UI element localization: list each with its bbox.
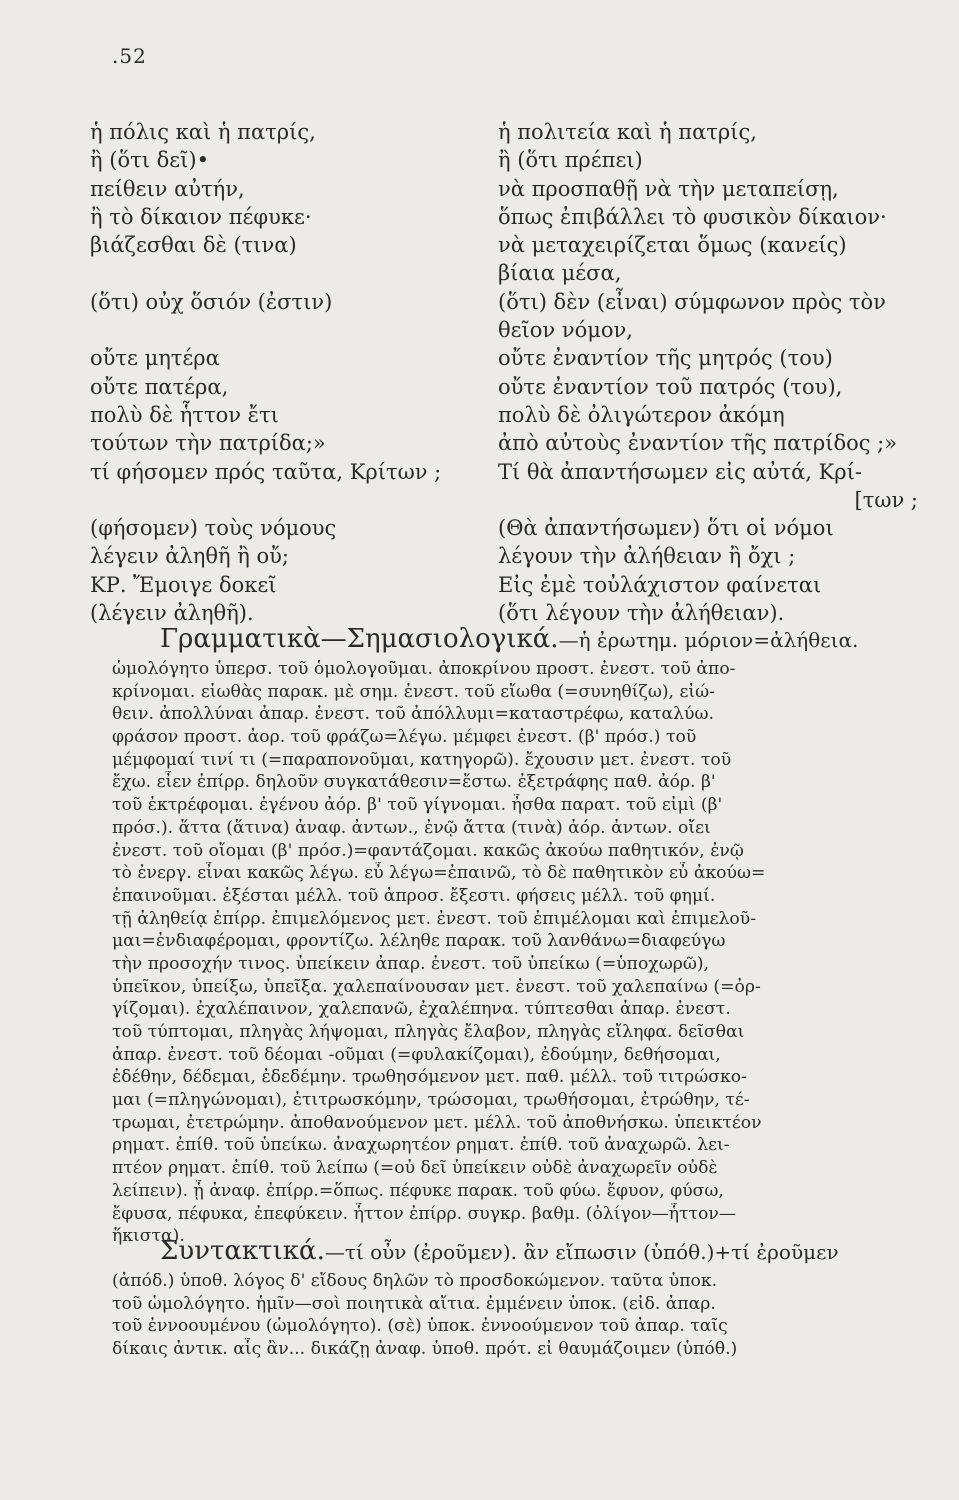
syntax-line: τοῦ ἐννοουμένου (ὡμολόγητο). (σὲ) ὑποκ. ἐννοούμενον τοῦ ἀπαρ. ταῖς <box>112 1316 728 1337</box>
ancient-line: οὔτε μητέρα <box>90 346 220 371</box>
syntax-line: τοῦ ὡμολόγητο. ἡμῖν—σοὶ ποιητικὰ αἴτια. ἐμμένειν ὑποκ. (εἰδ. ἀπαρ. <box>112 1293 716 1314</box>
ancient-text-column <box>90 118 490 627</box>
grammar-line: μέμφομαί τινί τι (=παραπονοῦμαι, κατηγορῶ). ἔχουσιν μετ. ἐνεστ. τοῦ <box>112 749 732 770</box>
grammar-line: τοῦ τύπτομαι, πληγὰς λήψομαι, πληγὰς ἔλαβον, πληγὰς εἴληφα. δεῖσθαι <box>112 1022 745 1042</box>
translation-line: θεῖον νόμον, <box>498 318 633 343</box>
translation-line: οὔτε ἐναντίον τοῦ πατρός (του), <box>498 374 843 399</box>
ancient-line <box>90 486 490 514</box>
ancient-line: ἡ πόλις καὶ ἡ πατρίς, <box>90 120 316 144</box>
ancient-line: βιάζεσθαι δὲ (τινα) <box>90 233 297 258</box>
ancient-line: τούτων τὴν πατρίδα;» <box>90 431 326 456</box>
translation-line: νὰ μεταχειρίζεται ὅμως (κανείς) <box>498 233 847 258</box>
translation-line: ἀπὸ αὐτοὺς ἐναντίον τῆς πατρίδος ;» <box>498 431 898 456</box>
ancient-line: πολὺ δὲ ἧττον ἔτι <box>90 402 279 427</box>
ancient-line: ΚΡ. Ἔμοιγε δοκεῖ <box>90 572 277 597</box>
translation-line: ὅπως ἐπιβάλλει τὸ φυσικὸν δίκαιον· <box>498 204 887 229</box>
ancient-line: οὔτε πατέρα, <box>90 374 229 399</box>
ancient-line: τί φήσομεν πρός ταῦτα, Κρίτων ; <box>90 459 442 484</box>
grammar-line: τὸ ἐνεργ. εἶναι κακῶς λέγω. εὖ λέγω=ἐπαινῶ, τὸ δὲ παθητικὸν εὖ ἀκούω= <box>112 863 766 884</box>
grammar-line: ἐδέθην, δέδεμαι, ἐδεδέμην. τρωθησόμενον μετ. παθ. μέλλ. τοῦ τιτρώσκο- <box>112 1067 747 1088</box>
ancient-line <box>90 316 490 344</box>
syntax-line: δίκαις ἀντικ. αἷς ἂν... δικάζῃ ἀναφ. ὑποθ. πρότ. εἰ θαυμάζοιμεν (ὑπόθ.) <box>112 1339 738 1360</box>
grammar-line: ὑπεῖκον, ὑπείξω, ὑπεῖξα. χαλεπαίνουσαν μετ. ἐνεστ. τοῦ χαλεπαίνω (=ὀρ- <box>112 976 761 997</box>
syntax-line: (ἀπόδ.) ὑποθ. λόγος δ' εἴδους δηλῶν τὸ προσδοκώμενον. ταῦτα ὑποκ. <box>112 1271 718 1291</box>
translation-column <box>498 118 918 627</box>
ancient-line: (λέγειν ἀληθῆ). <box>90 601 254 626</box>
grammar-line: τρωμαι, ἐτετρώμην. ἀποθανούμενον μετ. μέλλ. τοῦ ἀποθνήσκω. ὑπεικτέον <box>112 1112 762 1133</box>
grammar-line: ὡμολόγητο ὑπερσ. τοῦ ὁμολογοῦμαι. ἀποκρίνου προστ. ἐνεστ. τοῦ ἀπο- <box>112 659 736 679</box>
translation-line: οὔτε ἐναντίον τῆς μητρός (του) <box>498 346 833 371</box>
grammar-line: θειν. ἀπολλύναι ἀπαρ. ἐνεστ. τοῦ ἀπόλλυμι=καταστρέφω, καταλύω. <box>112 704 714 725</box>
grammar-line: ἀπαρ. ἐνεστ. τοῦ δέομαι -οῦμαι (=φυλακίζομαι), ἐδούμην, δεθήσομαι, <box>112 1044 721 1065</box>
grammar-line: μαι (=πληγώνομαι), ἐτιτρωσκόμην, τρώσομαι, τρωθήσομαι, ἐτρώθην, τέ- <box>112 1090 750 1111</box>
grammar-line: ἐπαινοῦμαι. ἐξέσται μέλλ. τοῦ ἀπροσ. ἔξεστι. φήσεις μέλλ. τοῦ φημί. <box>112 885 716 906</box>
syntax-heading <box>160 1236 839 1266</box>
translation-line: βίαια μέσα, <box>498 261 622 286</box>
ancient-line <box>90 259 490 287</box>
grammar-line: ἔχω. εἶεν ἐπίρρ. δηλοῦν συγκατάθεσιν=ἔστω. ἐξετράφης παθ. ἀόρ. β' <box>112 772 716 793</box>
grammar-line: πτέον ρηματ. ἐπίθ. τοῦ λείπω (=οὐ δεῖ ὑπείκειν οὐδὲ ἀναχωρεῖν οὐδὲ <box>112 1158 718 1179</box>
grammar-line: τὴν προσοχήν τινος. ὑπείκειν ἀπαρ. ἐνεστ. τοῦ ὑπείκω (=ὑποχωρῶ), <box>112 953 710 974</box>
grammar-heading-title: Γραμματικὰ—Σημασιολογικά. <box>160 624 559 654</box>
grammar-line: γίζομαι). ἐχαλέπαινον, χαλεπανῶ, ἐχαλέπηνα. τύπτεσθαι ἀπαρ. ἐνεστ. <box>112 999 731 1020</box>
grammar-line: τῇ ἀληθείᾳ ἐπίρρ. ἐπιμελόμενος μετ. ἐνεστ. τοῦ ἐπιμέλομαι καὶ ἐπιμελοῦ- <box>112 908 757 929</box>
grammar-line: κρίνομαι. εἰωθὰς παρακ. μὲ σημ. ἐνεστ. τοῦ εἴωθα (=συνηθίζω), εἰώ- <box>112 681 715 702</box>
translation-line: (Θὰ ἀπαντήσωμεν) ὅτι οἱ νόμοι <box>498 516 834 541</box>
grammar-heading <box>160 624 858 654</box>
translation-line: ἡ πολιτεία καὶ ἡ πατρίς, <box>498 120 757 144</box>
grammar-notes <box>112 658 912 1248</box>
ancient-line: πείθειν αὐτήν, <box>90 176 245 201</box>
grammar-line: τοῦ ἐκτρέφομαι. ἐγένου ἀόρ. β' τοῦ γίγνομαι. ἦσθα παρατ. τοῦ εἰμὶ (β' <box>112 795 723 816</box>
translation-line: Εἰς ἐμὲ τοὐλάχιστον φαίνεται <box>498 572 822 597</box>
ancient-line: (ὅτι) οὐχ ὅσιόν (ἐστιν) <box>90 289 333 314</box>
grammar-line: πρόσ.). ἅττα (ἅτινα) ἀναφ. ἀντων., ἐνῷ ἄττα (τινὰ) ἀόρ. ἀντων. οἴει <box>112 817 711 838</box>
syntax-notes <box>112 1270 912 1361</box>
grammar-line: φράσον προστ. ἀορ. τοῦ φράζω=λέγω. μέμφει ἐνεστ. (β' πρόσ.) τοῦ <box>112 727 697 748</box>
syntax-heading-note: —τί οὖν (ἐροῦμεν). ἂν εἴπωσιν (ὑπόθ.)+τί ἐροῦμεν <box>324 1240 839 1264</box>
page-number: .52 <box>112 44 147 68</box>
translation-line: [των ; <box>854 487 918 512</box>
ancient-line: ἢ τὸ δίκαιον πέφυκε· <box>90 204 312 229</box>
translation-line: πολὺ δὲ ὀλιγώτερον ἀκόμη <box>498 402 785 427</box>
ancient-line: λέγειν ἀληθῆ ἢ οὔ; <box>90 544 290 569</box>
translation-line: (ὅτι λέγουν τὴν ἀλήθειαν). <box>498 601 785 626</box>
translation-line: λέγουν τὴν ἀλήθειαν ἢ ὄχι ; <box>498 544 796 569</box>
grammar-line: μαι=ἐνδιαφέρομαι, φροντίζω. λέληθε παρακ. τοῦ λανθάνω=διαφεύγω <box>112 931 726 952</box>
ancient-line: ἢ (ὅτι δεῖ)• <box>90 148 209 173</box>
syntax-heading-title: Συντακτικά. <box>160 1236 325 1266</box>
translation-line: Τί θὰ ἀπαντήσωμεν εἰς αὐτά, Κρί- <box>498 459 862 484</box>
translation-line: νὰ προσπαθῇ νὰ τὴν μεταπείσῃ, <box>498 176 839 201</box>
translation-line: (ὅτι) δὲν (εἶναι) σύμφωνον πρὸς τὸν <box>498 289 886 314</box>
grammar-heading-note: —ἡ ἐρωτημ. μόριον=ἀλήθεια. <box>558 628 859 652</box>
grammar-line: ἔφυσα, πέφυκα, ἐπεφύκειν. ἧττον ἐπίρρ. συγκρ. βαθμ. (ὀλίγον—ἧττον— <box>112 1203 737 1224</box>
translation-line: ἢ (ὅτι πρέπει) <box>498 148 643 173</box>
grammar-line: ἐνεστ. τοῦ οἴομαι (β' πρόσ.)=φαντάζομαι. κακῶς ἀκούω παθητικόν, ἐνῷ <box>112 840 744 861</box>
ancient-line: (φήσομεν) τοὺς νόμους <box>90 516 337 541</box>
grammar-line: ἥκιστα). <box>112 1226 185 1247</box>
grammar-line: ρηματ. ἐπίθ. τοῦ ὑπείκω. ἀναχωρητέον ρηματ. ἐπίθ. τοῦ ἀναχωρῶ. λει- <box>112 1135 730 1156</box>
grammar-line: λείπειν). ᾗ ἀναφ. ἐπίρρ.=ὅπως. πέφυκε παρακ. τοῦ φύω. ἔφυον, φύσω, <box>112 1180 724 1201</box>
